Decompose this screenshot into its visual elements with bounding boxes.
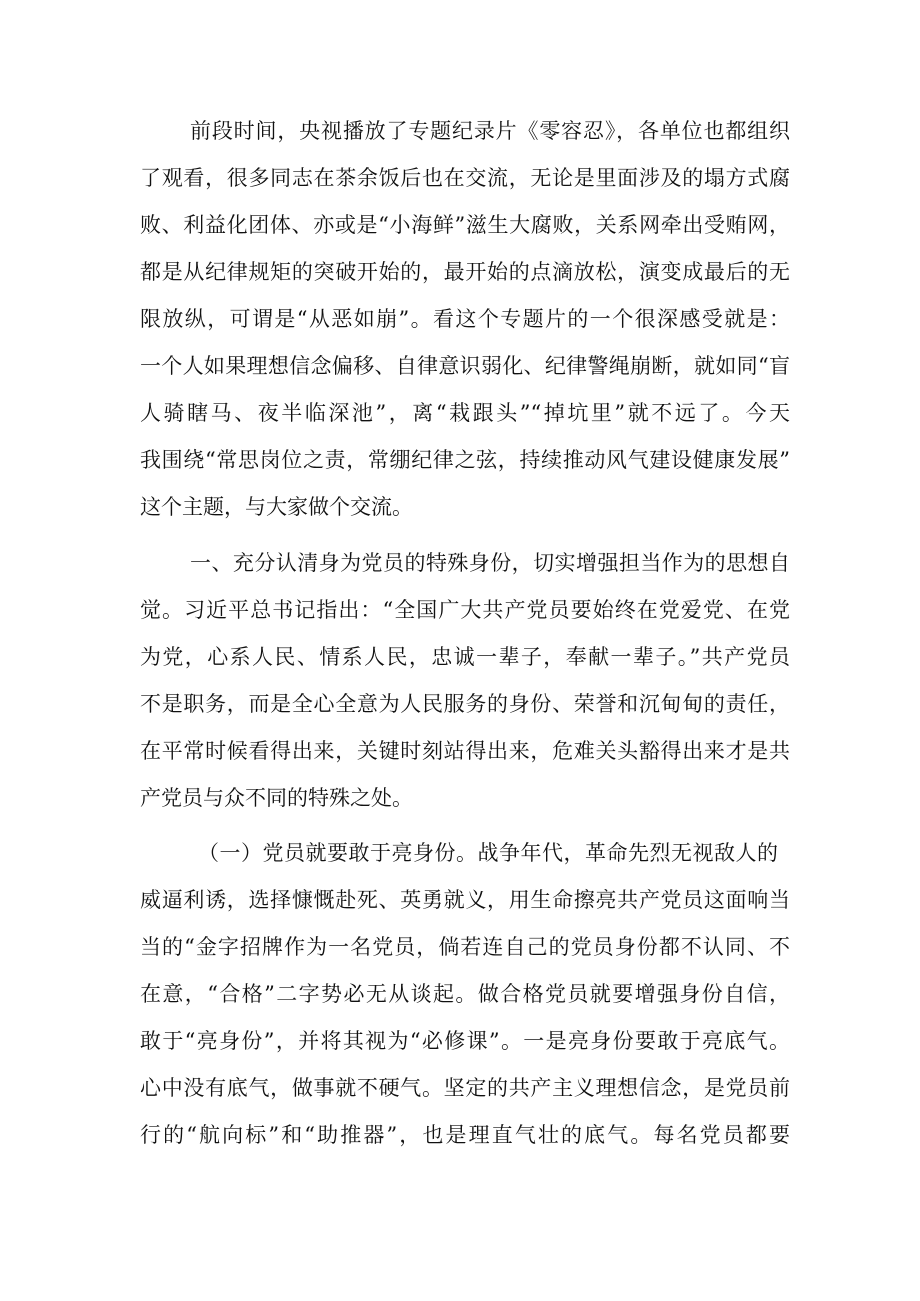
text-line: 一个人如果理想信念偏移、自律意识弱化、纪律警绳崩断，就如同“盲 bbox=[140, 354, 790, 378]
text-line: 在意，“合格”二字势必无从谈起。做合格党员就要增强身份自信， bbox=[140, 982, 790, 1006]
text-line: 当的“金字招牌作为一名党员，倘若连自己的党员身份都不认同、不 bbox=[140, 935, 790, 959]
text-line: 限放纵，可谓是“从恶如崩”。看这个专题片的一个很深感受就是： bbox=[140, 307, 790, 331]
text-line: 在平常时候看得出来，关键时刻站得出来，危难关头豁得出来才是共 bbox=[140, 739, 790, 763]
text-line: 心中没有底气，做事就不硬气。坚定的共产主义理想信念，是党员前 bbox=[140, 1076, 790, 1100]
text-line: 人骑瞎马、夜半临深池”，离“栽跟头”“掉坑里”就不远了。今天 bbox=[140, 401, 790, 425]
text-line: 为党，心系人民、情系人民，忠诚一辈子，奉献一辈子。”共产党员 bbox=[140, 645, 790, 669]
text-line: 都是从纪律规矩的突破开始的，最开始的点滴放松，演变成最后的无 bbox=[140, 260, 790, 284]
text-line: 前段时间，央视播放了专题纪录片《零容忍》，各单位也都组织 bbox=[190, 119, 790, 143]
text-line: 产党员与众不同的特殊之处。 bbox=[140, 786, 413, 810]
text-line: 败、利益化团体、亦或是“小海鲜”滋生大腐败，关系网牵出受贿网， bbox=[140, 213, 790, 237]
text-line: 觉。习近平总书记指出：“全国广大共产党员要始终在党爱党、在党 bbox=[140, 598, 790, 622]
text-line: 我围绕“常思岗位之责，常绷纪律之弦，持续推动风气建设健康发展” bbox=[140, 448, 790, 472]
text-line: 了观看，很多同志在茶余饭后也在交流，无论是里面涉及的塌方式腐 bbox=[140, 166, 790, 190]
text-line: （一）党员就要敢于亮身份。战争年代，革命先烈无视敌人的 bbox=[198, 841, 778, 865]
text-line: 威逼利诱，选择慷慨赴死、英勇就义，用生命擦亮共产党员这面响当 bbox=[140, 888, 790, 912]
text-line: 一、充分认清身为党员的特殊身份，切实增强担当作为的思想自 bbox=[190, 551, 790, 575]
text-line: 敢于“亮身份”，并将其视为“必修课”。一是亮身份要敢于亮底气。 bbox=[140, 1029, 790, 1053]
text-line: 不是职务，而是全心全意为人民服务的身份、荣誉和沉甸甸的责任， bbox=[140, 692, 790, 716]
text-line: 行的“航向标”和“助推器”，也是理直气壮的底气。每名党员都要 bbox=[140, 1123, 790, 1147]
text-line: 这个主题，与大家做个交流。 bbox=[140, 495, 413, 519]
